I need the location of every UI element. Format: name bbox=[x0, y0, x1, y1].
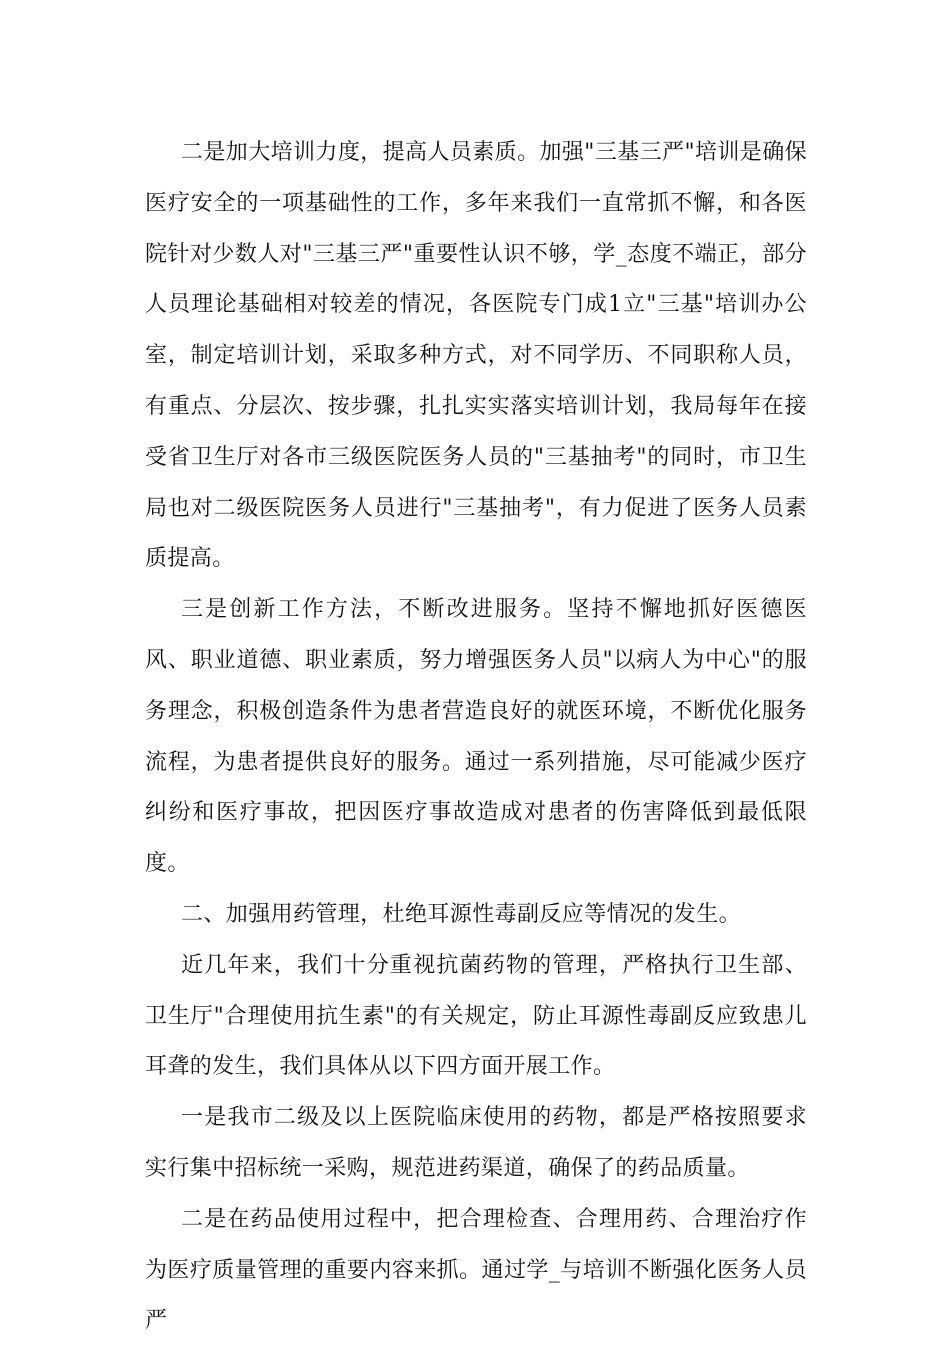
paragraph-rational-use: 二是在药品使用过程中，把合理检查、合理用药、合理治疗作为医疗质量管理的重要内容来抓。通过学_与培训不断强化医务人员严 bbox=[145, 1206, 807, 1334]
document-body bbox=[145, 128, 807, 1347]
paragraph-training: 二是加大培训力度，提高人员素质。加强"三基三严"培训是确保医疗安全的一项基础性的工作，多年来我们一直常抓不懈，和各医院针对少数人对"三基三严"重要性认识不够，学_态度不端正，部分人员理论基础相对较差的情况，各医院专门成1立"三基"培训办公室，制定培训计划，采取多种方式，对不同学历、不同职称人员，有重点、分层次、按步骤，扎扎实实落实培训计划，我局每年在接受省卫生厅对各市三级医院医务人员的"三基抽考"的同时，市卫生局也对二级医院医务人员进行"三基抽考"，有力促进了医务人员素质提高。 bbox=[145, 140, 807, 572]
paragraph-procurement: 一是我市二级及以上医院临床使用的药物，都是严格按照要求实行集中招标统一采购，规范进药渠道，确保了的药品质量。 bbox=[145, 1105, 807, 1181]
paragraph-service: 三是创新工作方法，不断改进服务。坚持不懈地抓好医德医风、职业道德、职业素质，努力增强医务人员"以病人为中心"的服务理念，积极创造条件为患者营造良好的就医环境，不断优化服务流程，为患者提供良好的服务。通过一系列措施，尽可能减少医疗纠纷和医疗事故，把因医疗事故造成对患者的伤害降低到最低限度。 bbox=[145, 597, 807, 877]
paragraph-antibiotics: 近几年来，我们十分重视抗菌药物的管理，严格执行卫生部、卫生厅"合理使用抗生素"的有关规定，防止耳源性毒副反应致患儿耳聋的发生，我们具体从以下四方面开展工作。 bbox=[145, 952, 807, 1080]
paragraph-drug-heading: 二、加强用药管理，杜绝耳源性毒副反应等情况的发生。 bbox=[181, 901, 742, 927]
